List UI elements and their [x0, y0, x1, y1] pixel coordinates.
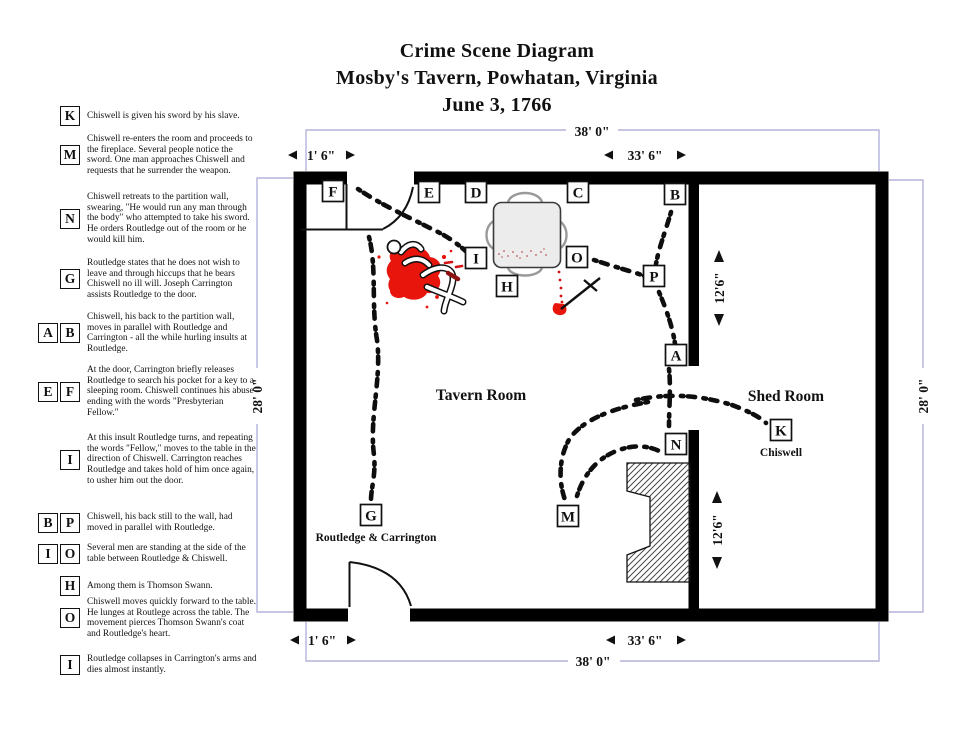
- note-letter-box: B: [60, 323, 80, 343]
- dim-total-height-right: 28' 0": [916, 378, 931, 414]
- footprint-trail-b-to-p: [656, 212, 671, 264]
- dim-arrow-right-icon: [677, 151, 686, 160]
- dim-arrow-left-icon: [604, 151, 613, 160]
- dim-main-width-top: 33' 6": [627, 148, 663, 163]
- marker-letter: C: [572, 185, 584, 202]
- note-text: Chiswell, his back to the partition wall, moves in parallel with Routledge and Carrington - all the while hurling insults at Routledge.: [87, 312, 248, 355]
- dimension-line-right-lower: [889, 424, 923, 612]
- title-line-3: June 3, 1766: [442, 94, 552, 116]
- dimension-labels: [250, 124, 931, 669]
- marker-a: [666, 345, 687, 366]
- victim-body: [377, 241, 463, 312]
- marker-d: [466, 182, 487, 203]
- marker-letter: F: [328, 184, 338, 201]
- dim-arrow-right-icon: [677, 636, 686, 645]
- bottom-door-swing-arc: [350, 562, 412, 606]
- blood-dash: [456, 266, 462, 267]
- note-letter-box: I: [60, 655, 80, 675]
- dim-shed-upper: 12'6": [712, 272, 727, 304]
- marker-letter: G: [365, 508, 377, 525]
- dim-door-offset-top: 1' 6": [306, 148, 336, 163]
- marker-letter: E: [423, 185, 435, 202]
- tavern-room-label: Tavern Room: [435, 387, 527, 404]
- note-letter-box: E: [38, 382, 58, 402]
- chair-top: [508, 193, 542, 202]
- footprint-trail-to-k: [636, 396, 766, 423]
- dimension-line-bottom-left: [306, 622, 568, 661]
- note-letter-box: I: [38, 544, 58, 564]
- note-text: Among them is Thomson Swann.: [87, 580, 213, 591]
- note-letter-box: O: [60, 544, 80, 564]
- marker-f: [323, 181, 344, 202]
- note-letter-box: M: [60, 145, 80, 165]
- blood-drip-trail: [558, 271, 564, 304]
- footprint-trail-o-to-p: [594, 260, 645, 276]
- note-letter-box: P: [60, 513, 80, 533]
- marker-letter: D: [470, 185, 482, 202]
- marker-letter: N: [670, 437, 682, 454]
- sword-blade-icon: [561, 278, 600, 309]
- footprint-trails: [358, 189, 766, 500]
- dim-door-offset-bottom: 1' 6": [307, 633, 337, 648]
- note-text: At the door, Carrington briefly releases Routledge to search his pocket for a key to a sleeping room. Chiswell continues his abuse ending with the words "Presbyterian Fellow.": [87, 365, 254, 418]
- footprint-trail-p-to-a: [659, 292, 675, 344]
- note-letter-box: K: [60, 106, 80, 126]
- shed-room-label: Shed Room: [747, 388, 825, 405]
- note-text: Routledge states that he does not wish to leave and through hiccups that he bears Chiswell no ill will. Joseph Carrington assists Routledge to the door.: [87, 258, 240, 301]
- partition-wall-upper: [689, 184, 700, 366]
- body-head: [388, 241, 401, 254]
- dimension-line-left-upper: [257, 178, 293, 368]
- blood-pool: [390, 284, 408, 298]
- note-text: Chiswell moves quickly forward to the table. He lunges at Routlege across the table. The movement pierces Thomson Swann's coat and Routledge's heart.: [87, 597, 256, 640]
- top-door-gap: [347, 169, 414, 186]
- note-letter-box: F: [60, 382, 80, 402]
- dim-main-width-bottom: 33' 6": [627, 633, 663, 648]
- dim-arrow-left-icon: [290, 636, 299, 645]
- note-text: Chiswell, his back still to the wall, had moved in parallel with Routledge.: [87, 512, 233, 533]
- marker-i: [466, 248, 487, 269]
- title-line-1: Crime Scene Diagram: [399, 40, 595, 62]
- note-letter-box: H: [60, 576, 80, 596]
- dimension-line-top-left: [306, 130, 566, 171]
- marker-letter: H: [501, 279, 513, 296]
- table: [494, 203, 561, 268]
- note-letter-box: N: [60, 209, 80, 229]
- note-text: Chiswell re-enters the room and proceeds to the fireplace. Several people notice the sword. One man approaches Chiswell and requests that he surrender the weapon.: [87, 134, 253, 177]
- dark-blood-mark: [448, 273, 458, 279]
- marker-letter: K: [775, 423, 787, 440]
- dim-total-width-top: 38' 0": [574, 124, 610, 139]
- marker-letter: M: [560, 509, 576, 526]
- marker-b: [665, 184, 686, 205]
- marker-letter: O: [571, 250, 583, 267]
- footprint-trail-to-g: [369, 237, 378, 500]
- blood-dash: [445, 262, 452, 263]
- marker-m: [558, 506, 579, 527]
- note-letter-box: I: [60, 450, 80, 470]
- dim-arrow-right-icon: [346, 151, 355, 160]
- marker-h: [497, 276, 518, 297]
- note-text: Chiswell is given his sword by his slave.: [87, 110, 240, 121]
- marker-letter: I: [473, 251, 479, 268]
- dim-arrow-up-icon: [714, 250, 724, 262]
- chiswell-caption: Chiswell: [759, 447, 803, 459]
- note-letter-box: O: [60, 608, 80, 628]
- chair-bottom: [508, 268, 542, 276]
- title-line-2: Mosby's Tavern, Powhatan, Virginia: [336, 67, 658, 89]
- dim-arrow-left-icon: [288, 151, 297, 160]
- dim-shed-lower: 12'6": [710, 514, 725, 546]
- dim-total-width-bottom: 38' 0": [575, 654, 611, 669]
- marker-e: [419, 182, 440, 203]
- bottom-door-gap: [348, 605, 410, 624]
- dim-total-height-left: 28' 0": [250, 378, 265, 414]
- note-letter-box: G: [60, 269, 80, 289]
- marker-letter: A: [670, 348, 682, 365]
- dimension-line-right-upper: [889, 180, 923, 368]
- routledge-carrington-caption: Routledge & Carrington: [315, 532, 437, 544]
- dim-arrow-right-icon: [347, 636, 356, 645]
- note-text: Several men are standing at the side of the table between Routledge & Chiswell.: [87, 543, 246, 564]
- fireplace: [627, 463, 690, 582]
- sword-group: [553, 271, 600, 315]
- dim-arrow-left-icon: [606, 636, 615, 645]
- marker-p: [644, 266, 665, 287]
- marker-k: [771, 420, 792, 441]
- dim-arrow-up-icon: [712, 491, 722, 503]
- marker-g: [361, 505, 382, 526]
- dim-arrow-down-icon: [712, 557, 722, 569]
- marker-n: [666, 434, 687, 455]
- marker-letter: B: [669, 187, 681, 204]
- note-text: At this insult Routledge turns, and repeating the words "Fellow," moves to the table in the direction of Chiswell. Carrington reaches Routledge and takes hold of him once again, to usher him out the door.: [87, 433, 256, 486]
- marker-o: [567, 247, 588, 268]
- marker-c: [568, 182, 589, 203]
- dim-arrow-down-icon: [714, 314, 724, 326]
- dimension-line-left-lower: [257, 424, 293, 612]
- table-group: [487, 193, 567, 276]
- note-letter-box: B: [38, 513, 58, 533]
- note-text: Routledge collapses in Carrington's arms and dies almost instantly.: [87, 654, 257, 675]
- marker-letter: P: [649, 269, 659, 286]
- note-letter-box: A: [38, 323, 58, 343]
- note-text: Chiswell retreats to the partition wall, swearing, "He would run any man through the body" who attempted to take his sword. He orders Routledge out of the room or he would kill him.: [87, 192, 250, 245]
